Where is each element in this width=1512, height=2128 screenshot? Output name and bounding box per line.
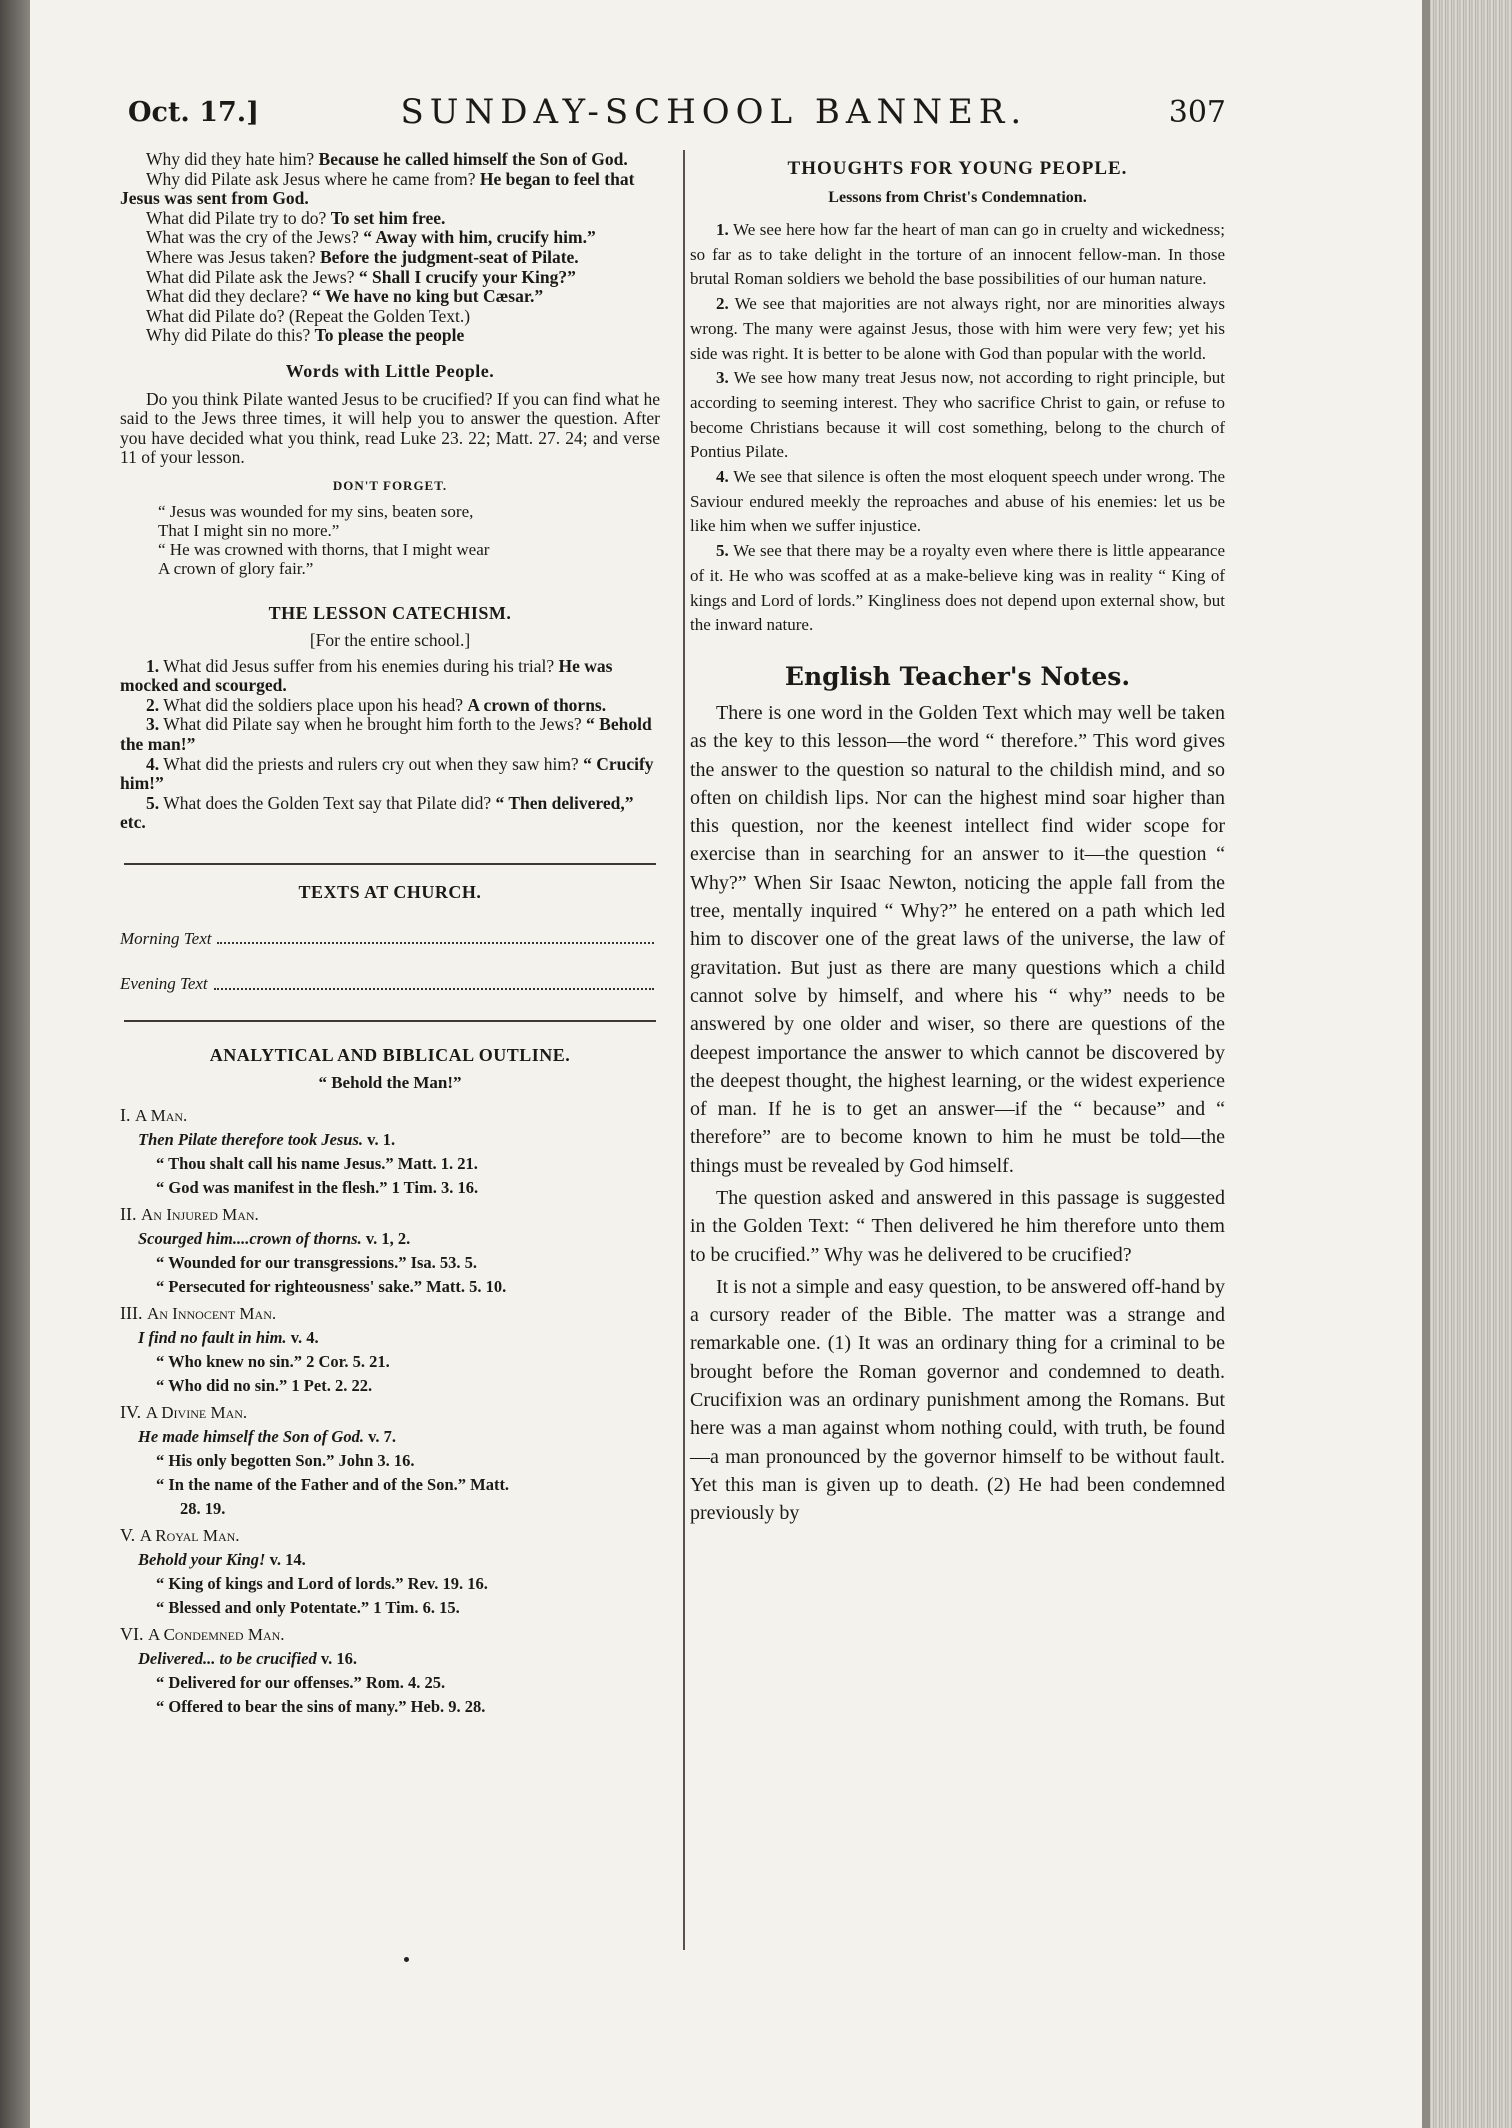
outline-section: IV. A Divine Man. He made himself the Son of God. v. 7. “ His only begotten Son.” John 3. 16. “ In the name of the Father and of the Son.” Matt. 28. 19. (120, 1402, 510, 1518)
evening-text-line: Evening Text (120, 974, 660, 994)
qa-item: What did Pilate do? (Repeat the Golden Text.) (146, 305, 471, 326)
qa-item: Why did Pilate ask Jesus where he came from? He began to feel that Jesus was sent from God. (120, 168, 635, 209)
english-notes (690, 699, 1225, 1528)
thought-item: 3. We see how many treat Jesus now, not according to right principle, but according to seeming interest. They who sacrifice Christ to gain, or refuse to become Christians because it will cost something, belong to the church of Pontius Pilate. (690, 368, 1225, 462)
catechism-item: 4. What did the priests and rulers cry out when they saw him? “ Crucify him!” (120, 753, 654, 794)
outline-subheading: “ Behold the Man!” (318, 1073, 462, 1093)
thought-item: 1. We see here how far the heart of man can go in cruelty and wickedness; so far as to take delight in the torture of an innocent fellow-man. In those brutal Roman soldiers we behold the base possibilities of our human nature. (690, 220, 1226, 289)
poem-line: “ Jesus was wounded for my sins, beaten sore, (158, 501, 474, 521)
left-column (120, 150, 660, 1719)
notes-paragraph: It is not a simple and easy question, to be answered off-hand by a cursory reader of the Bible. The matter was a strange and remarkable one. (1) It was an ordinary thing for a criminal to be brought before the Roman governor and condemned to death. Crucifixion was an ordinary punishment among the Romans. But here was a man against whom nothing could, with truth, be found—a man pronounced by the governor himself to be without fault. Yet this man is given up to death. (2) He had been condemned previously by (690, 1275, 1225, 1525)
catechism-item: 3. What did Pilate say when he brought him forth to the Jews? “ Behold the man!” (120, 714, 652, 755)
catechism-item: 1. What did Jesus suffer from his enemies during his trial? He was mocked and scourged. (120, 655, 613, 696)
texts-at-church-heading: TEXTS AT CHURCH. (298, 882, 482, 903)
qa-item: Why did Pilate do this? To please the people (146, 325, 465, 346)
catechism-subheading: [For the entire school.] (309, 630, 471, 651)
printer-dot (404, 1957, 409, 1962)
outline-section: V. A Royal Man. Behold your King! v. 14. “ King of kings and Lord of lords.” Rev. 19. 16. “ Blessed and only Potentate.” 1 Tim. 6. 15. (120, 1525, 488, 1617)
right-column (690, 150, 1225, 1532)
outline-section: II. An Injured Man. Scourged him....crown of thorns. v. 1, 2. “ Wounded for our transgressions.” Isa. 53. 5. “ Persecuted for righteousness' sake.” Matt. 5. 10. (120, 1204, 507, 1296)
thought-item: 5. We see that there may be a royalty even where there is little appearance of it. He who was scoffed at as a make-believe king was in reality “ King of kings and Lord of lords.” Kingliness does not depend upon external show, but the inward nature. (690, 541, 1225, 635)
thought-item: 2. We see that majorities are not always right, nor are minorities always wrong. The many were against Jesus, those with him were very few; yet his side was right. It is better to be alone with God than popular with the world. (690, 294, 1225, 363)
thoughts-heading: THOUGHTS FOR YOUNG PEOPLE. (787, 158, 1128, 179)
journal-title: SUNDAY-SCHOOL BANNER. (400, 92, 1028, 132)
outline-heading: ANALYTICAL AND BIBLICAL OUTLINE. (209, 1044, 571, 1065)
thoughts-list (690, 218, 1225, 638)
section-rule (124, 863, 656, 865)
little-people-text: Do you think Pilate wanted Jesus to be crucified? If you can find what he said to the Jews three times, it will help you to answer the question. After you have decided what you think, read Luke 23. 22; Matt. 27. 24; and verse 11 of your lesson. (120, 388, 660, 468)
qa-item: What did Pilate ask the Jews? “ Shall I crucify your King?” (146, 266, 576, 287)
english-notes-heading: English Teacher's Notes. (784, 661, 1131, 691)
catechism-item: 2. What did the soldiers place upon his head? A crown of thorns. (146, 694, 607, 715)
qa-item: Where was Jesus taken? Before the judgment-seat of Pilate. (146, 246, 579, 267)
notes-paragraph: The question asked and answered in this passage is suggested in the Golden Text: “ Then delivered he him therefore unto them to be crucified.” Why was he delivered to be crucified? (690, 1187, 1225, 1266)
header-date: Oct. 17.] (128, 96, 259, 128)
qa-item: What was the cry of the Jews? “ Away with him, crucify him.” (146, 227, 596, 248)
poem-line: That I might sin no more.” (158, 520, 340, 540)
question-answer-list (120, 150, 660, 346)
outline-section: I. A Man. Then Pilate therefore took Jesus. v. 1. “ Thou shalt call his name Jesus.” Matt. 1. 21. “ God was manifest in the flesh.” 1 Tim. 3. 16. (120, 1105, 479, 1197)
catechism-list (120, 657, 660, 833)
little-people-heading: Words with Little People. (285, 360, 495, 381)
thoughts-subheading: Lessons from Christ's Condemnation. (828, 189, 1087, 206)
page-number: 307 (1168, 94, 1226, 130)
poem-line: “ He was crowned with thorns, that I might wear (158, 539, 490, 559)
catechism-item: 5. What does the Golden Text say that Pilate did? “ Then delivered,” etc. (120, 792, 634, 833)
morning-text-line: Morning Text (120, 929, 660, 949)
notes-paragraph: There is one word in the Golden Text which may well be taken as the key to this lesson—the word “ therefore.” This word gives the answer to the question so natural to the childish mind, and so often on childish lips. Nor can the highest mind soar higher than this question, nor the keenest intellect find wider scope for exercise than in searching for an answer to it—the question “ Why?” When Sir Isaac Newton, noticing the apple fall from the tree, mentally inquired “ Why?” he entered on a path which led him to discover one of the great laws of the universe, the law of gravitation. But just as there are many questions which a child cannot solve by himself, and where his “ why” needs to be answered by one older and wiser, so there are questions of the deepest importance the answer to which cannot be discovered by the deepest thought, the highest learning, or the widest experience of man. If he is to get an answer—if the “ because” and “ therefore” are to become known to him he must be told—the things must be revealed by God himself. (690, 701, 1225, 1177)
section-rule (124, 1020, 656, 1022)
outline-section: III. An Innocent Man. I find no fault in him. v. 4. “ Who knew no sin.” 2 Cor. 5. 21. “ Who did no sin.” 1 Pet. 2. 22. (120, 1303, 390, 1395)
thought-item: 4. We see that silence is often the most eloquent speech under wrong. The Saviour endured meekly the reproaches and abuse of his enemies: let us be like him when we suffer injustice. (690, 467, 1226, 536)
qa-item: What did Pilate try to do? To set him free. (146, 207, 446, 228)
outline-section: VI. A Condemned Man. Delivered... to be crucified v. 16. “ Delivered for our offenses.” Rom. 4. 25. “ Offered to bear the sins of many.” Heb. 9. 28. (120, 1624, 486, 1716)
outline-list (120, 1103, 660, 1719)
running-header (128, 86, 1226, 138)
dont-forget-label: DON'T FORGET. (332, 477, 448, 493)
poem (120, 502, 660, 578)
page-shadow (1422, 0, 1430, 2128)
page-stack-edge (1422, 0, 1512, 2128)
poem-line: A crown of glory fair.” (158, 558, 314, 578)
left-page-edge (0, 0, 30, 2128)
column-rule (683, 150, 685, 1950)
catechism-heading: THE LESSON CATECHISM. (268, 602, 512, 623)
qa-item: What did they declare? “ We have no king but Cæsar.” (146, 286, 544, 307)
qa-item: Why did they hate him? Because he called himself the Son of God. (146, 149, 628, 169)
